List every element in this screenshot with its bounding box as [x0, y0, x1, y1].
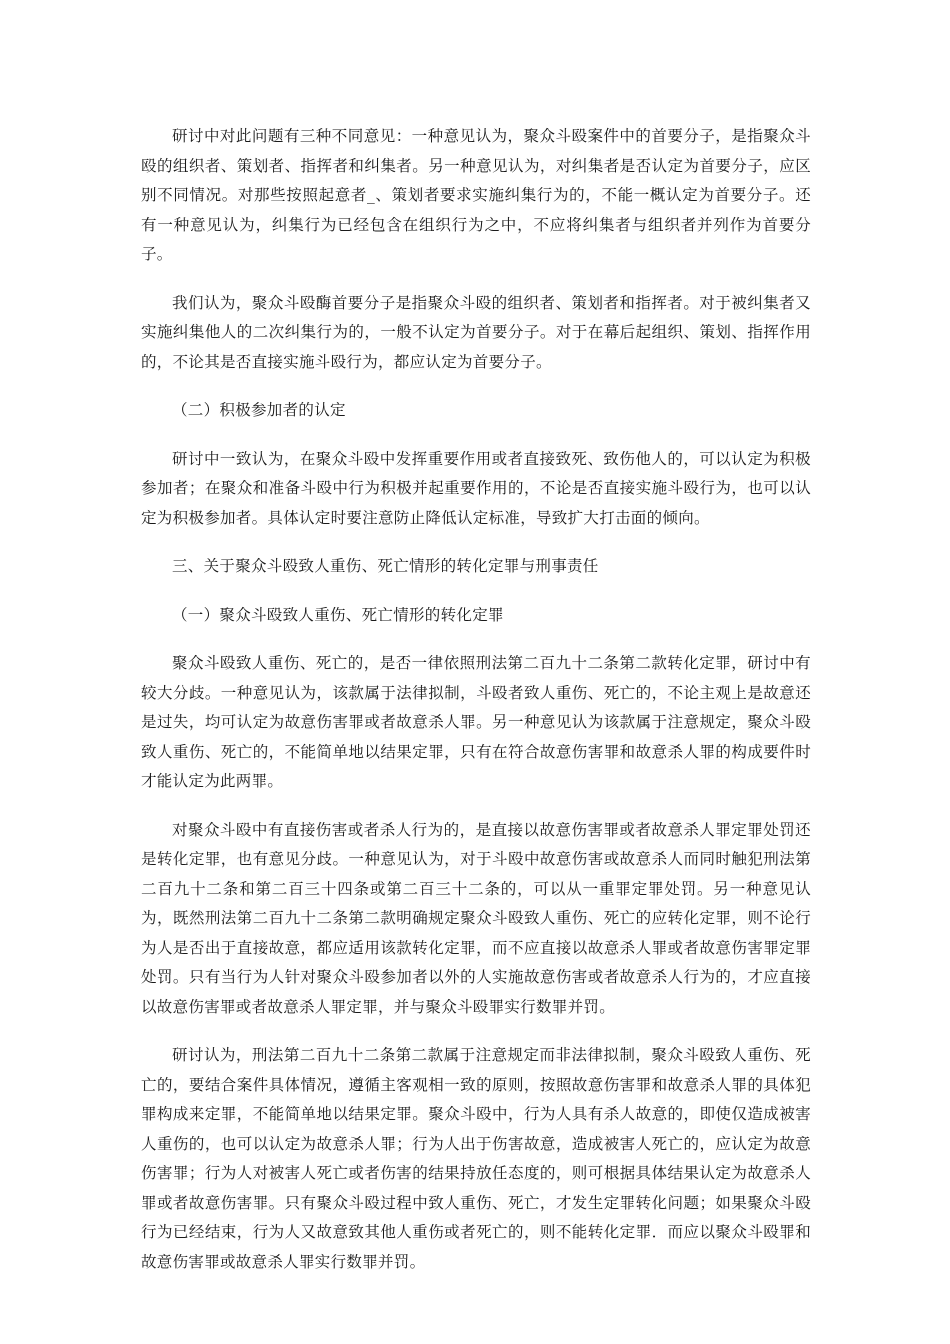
paragraph-active-participants: 研讨中一致认为，在聚众斗殴中发挥重要作用或者直接致死、致伤他人的，可以认定为积极参加者；在聚众和准备斗殴中行为积极并起重要作用的，不论是否直接实施斗殴行为，也可以认定为积极参加者。具体认定时要注意防止降低认定标准，导致扩大打击面的倾向。 [141, 449, 811, 527]
section-heading-three: 三、关于聚众斗殴致人重伤、死亡情形的转化定罪与刑事责任 [172, 557, 599, 575]
paragraph-opinions: 研讨中对此问题有三种不同意见：一种意见认为，聚众斗殴案件中的首要分子，是指聚众斗殴的组织者、策划者、指挥者和纠集者。另一种意见认为，对纠集者是否认定为首要分子，应区别不同情况。对那些按照起意者_、策划者要求实施纠集行为的，不能一概认定为首要分子。还有一种意见认为，纠集行为已经包含在组织行为之中，不应将纠集者与组织者并列作为首要分子。 [141, 127, 811, 263]
document-body [141, 122, 811, 1296]
paragraph-conclusion: 研讨认为，刑法第二百九十二条第二款属于注意规定而非法律拟制，聚众斗殴致人重伤、死亡的，要结合案件具体情况，遵循主客观相一致的原则，按照故意伤害罪和故意杀人罪的具体犯罪构成来定罪，不能简单地以结果定罪。聚众斗殴中，行为人具有杀人故意的，即使仅造成被害人重伤的，也可以认定为故意杀人罪；行为人出于伤害故意，造成被害人死亡的，应认定为故意伤害罪；行为人对被害人死亡或者伤害的结果持放任态度的，则可根据具体结果认定为故意杀人罪或者故意伤害罪。只有聚众斗殴过程中致人重伤、死亡，才发生定罪转化问题；如果聚众斗殴行为已经结束，行为人又故意致其他人重伤或者死亡的，则不能转化定罪．而应以聚众斗殴罪和故意伤害罪或故意杀人罪实行数罪并罚。 [141, 1046, 811, 1271]
paragraph-direct-harm: 对聚众斗殴中有直接伤害或者杀人行为的，是直接以故意伤害罪或者故意杀人罪定罪处罚还是转化定罪，也有意见分歧。一种意见认为，对于斗殴中故意伤害或故意杀人而同时触犯刑法第二百九十二条和第二百三十四条或第二百三十二条的，可以从一重罪定罪处罚。另一种意见认为，既然刑法第二百九十二条第二款明确规定聚众斗殴致人重伤、死亡的应转化定罪，则不论行为人是否出于直接故意，都应适用该款转化定罪，而不应直接以故意杀人罪或者故意伤害罪定罪处罚。只有当行为人针对聚众斗殴参加者以外的人实施故意伤害或者故意杀人行为的，才应直接以故意伤害罪或者故意杀人罪定罪，并与聚众斗殴罪实行数罪并罚。 [141, 820, 811, 1016]
paragraph-conversion-debate: 聚众斗殴致人重伤、死亡的，是否一律依照刑法第二百九十二条第二款转化定罪，研讨中有较大分歧。一种意见认为，该款属于法律拟制，斗殴者致人重伤、死亡的，不论主观上是故意还是过失，均可认定为故意伤害罪或者故意杀人罪。另一种意见认为该款属于注意规定，聚众斗殴致人重伤、死亡的，不能简单地以结果定罪，只有在符合故意伤害罪和故意杀人罪的构成要件时才能认定为此两罪。 [141, 654, 811, 790]
section-heading-conversion: （一）聚众斗殴致人重伤、死亡情形的转化定罪 [172, 605, 504, 624]
section-heading-active-participants: （二）积极参加者的认定 [172, 401, 346, 419]
paragraph-our-view: 我们认为，聚众斗殴酶首要分子是指聚众斗殴的组织者、策划者和指挥者。对于被纠集者又实施纠集他人的二次纠集行为的，一般不认定为首要分子。对于在幕后起组织、策划、指挥作用的，不论其是否直接实施斗殴行为，都应认定为首要分子。 [141, 293, 811, 371]
